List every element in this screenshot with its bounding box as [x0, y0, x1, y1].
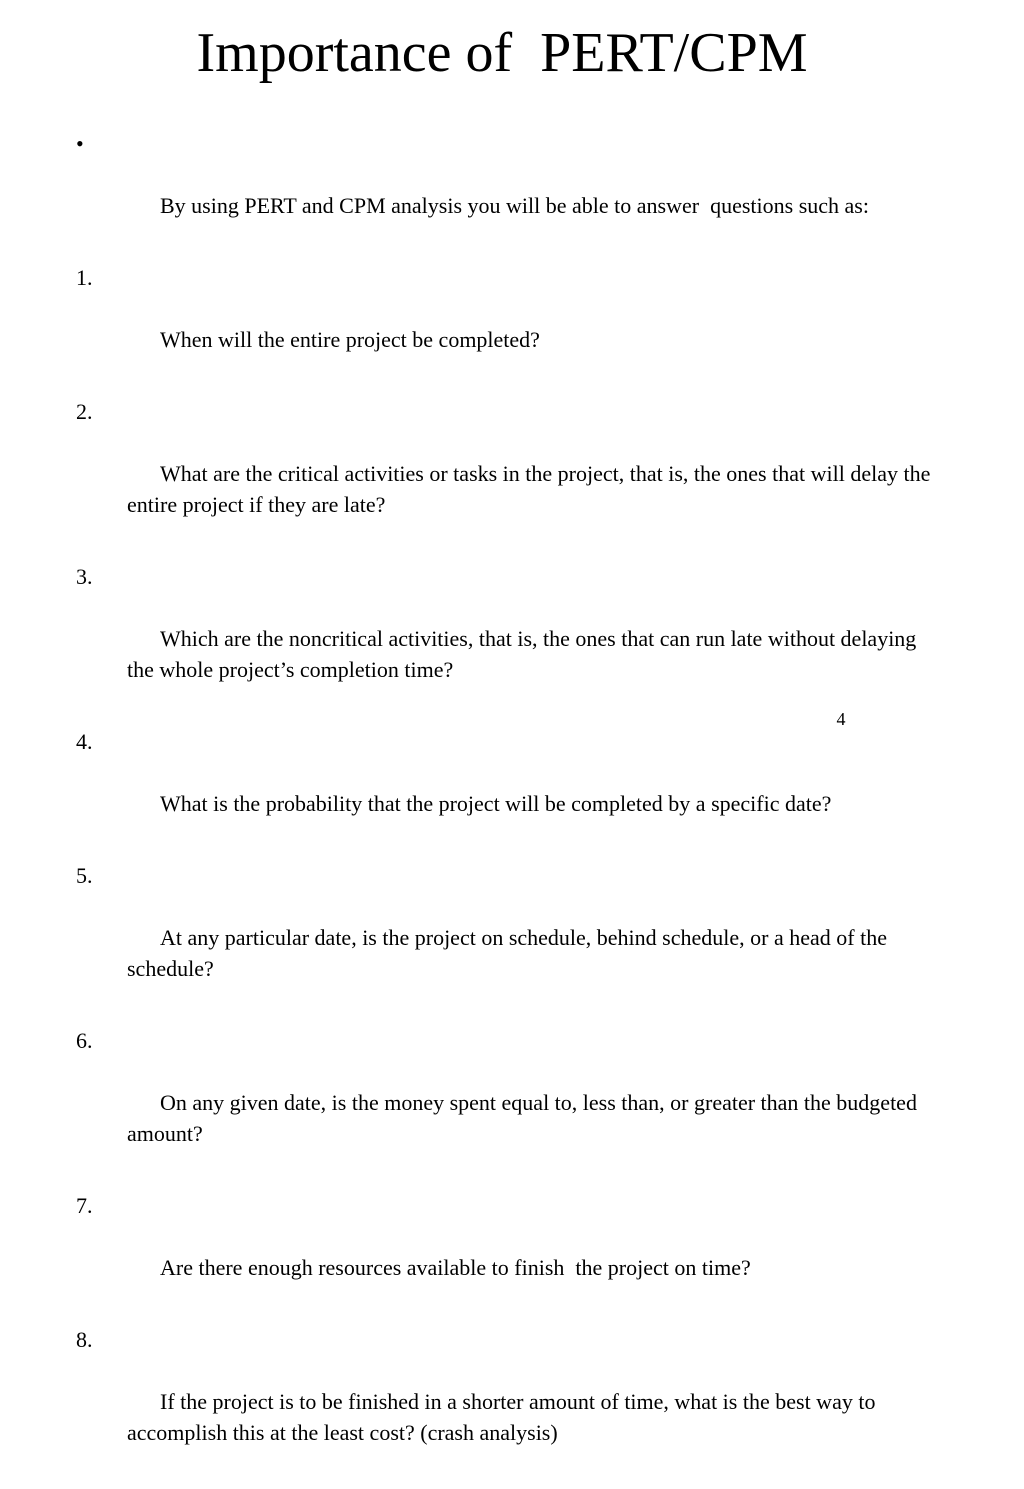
intro-bullet [76, 128, 936, 252]
item-text: What is the probability that the project will be completed by a specific date? [160, 791, 832, 816]
item-text: Which are the noncritical activities, that is, the ones that can run late without delaying the whole project’s completion time? [127, 626, 922, 682]
item-text: On any given date, is the money spent equal to, less than, or greater than the budgeted amount? [127, 1090, 923, 1146]
item-number: 1. [76, 265, 93, 290]
item-text: What are the critical activities or tasks in the project, that is, the ones that will delay the entire project if they are late? [127, 461, 936, 517]
item-number: 2. [76, 399, 93, 424]
item-number: 4. [76, 729, 93, 754]
item-number: 7. [76, 1193, 93, 1218]
item-number: 8. [76, 1327, 93, 1352]
item-number: 5. [76, 863, 93, 888]
item-number: 3. [76, 564, 93, 589]
list-item [76, 726, 936, 850]
item-number: 6. [76, 1028, 93, 1053]
item-text: At any particular date, is the project on schedule, behind schedule, or a head of the schedule? [127, 925, 893, 981]
item-text: When will the entire project be completed? [160, 327, 540, 352]
item-text: Are there enough resources available to finish the project on time? [160, 1255, 751, 1280]
list-item [76, 396, 936, 551]
list-item [76, 1190, 936, 1314]
question-list [76, 128, 936, 1489]
list-item [76, 860, 936, 1015]
list-item [76, 561, 936, 716]
list-item [76, 1025, 936, 1180]
slide-title: Importance of PERT/CPM [196, 22, 808, 84]
item-text: If the project is to be finished in a shorter amount of time, what is the best way to accomplish this at the least cost? (crash analysis) [127, 1389, 881, 1445]
page-number: 4 [836, 709, 846, 729]
bullet-marker: • [76, 131, 84, 156]
list-item [76, 262, 936, 386]
intro-text: By using PERT and CPM analysis you will be able to answer questions such as: [160, 193, 869, 218]
list-item [76, 1324, 936, 1479]
